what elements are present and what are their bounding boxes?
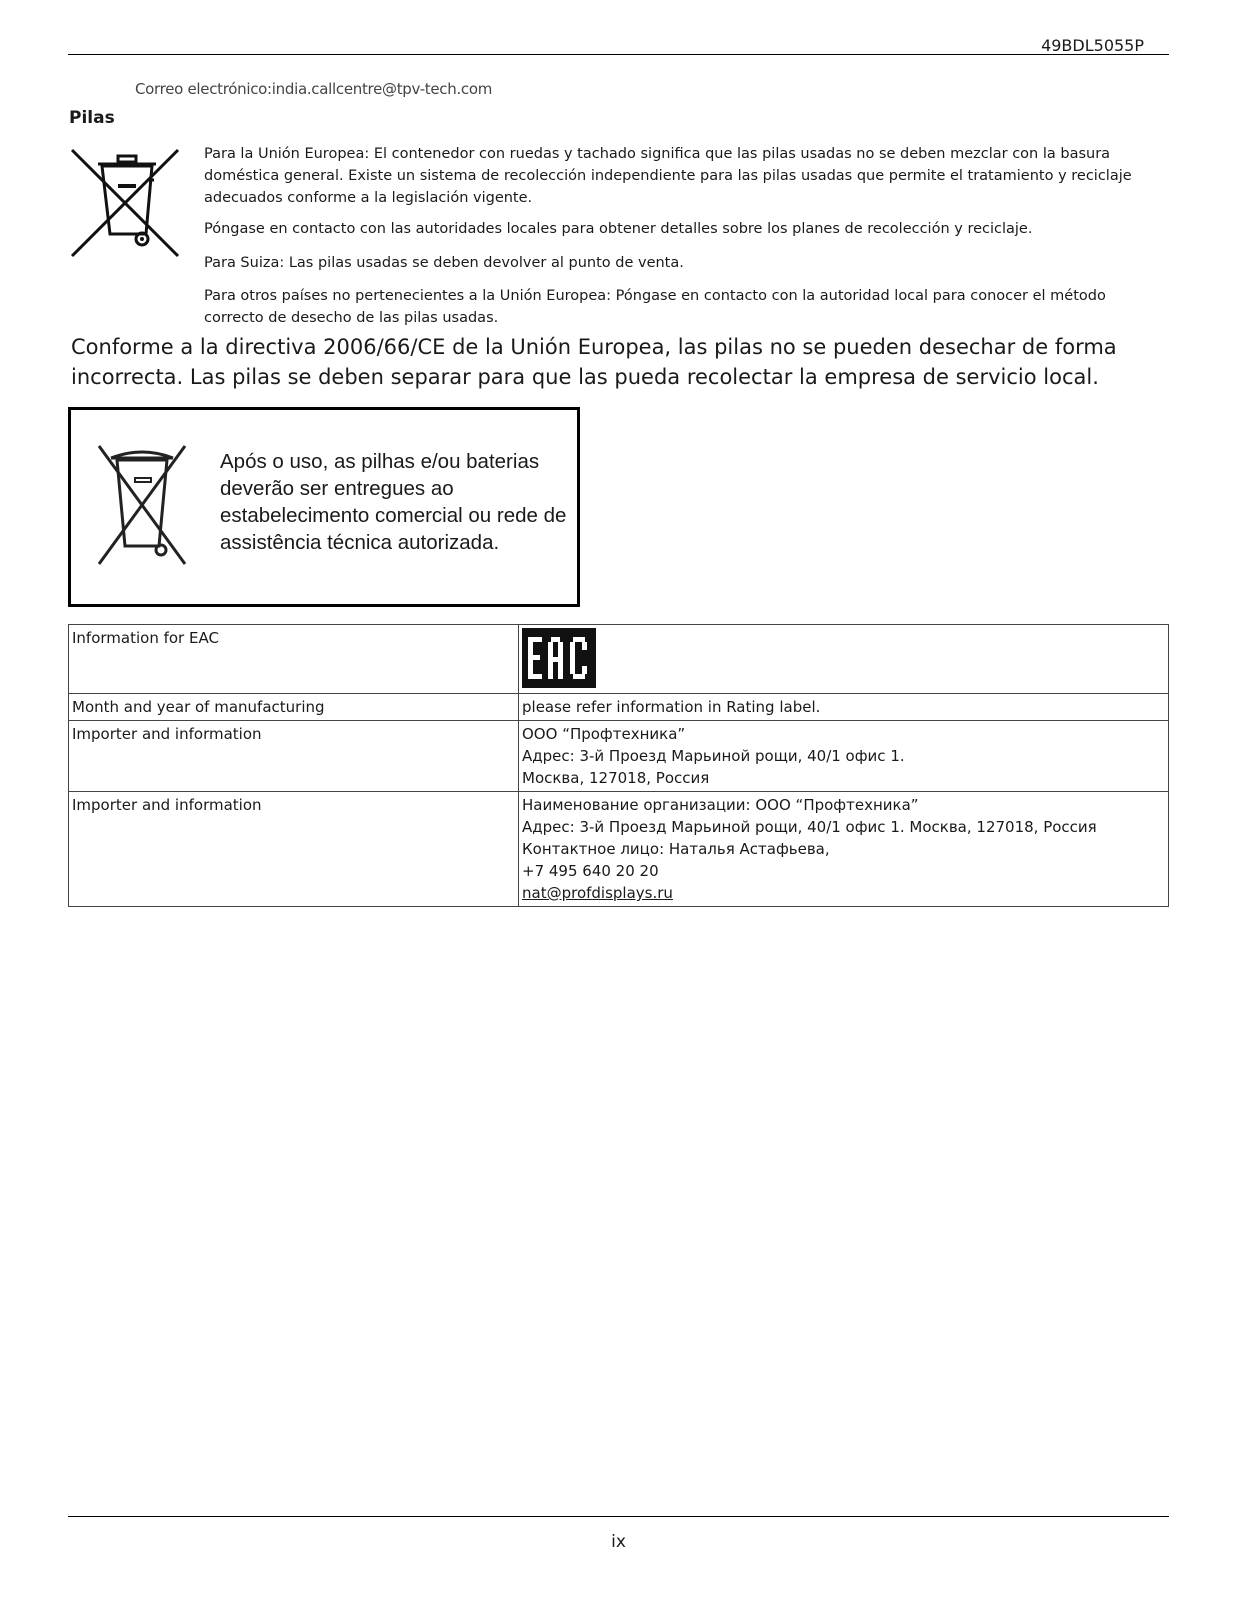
eac-info-table	[68, 624, 1169, 907]
table-row	[69, 625, 1169, 694]
value-line: ООО “Профтехника”	[522, 725, 686, 743]
value-line: Наименование организации: ООО “Профтехника”	[522, 796, 919, 814]
table-cell-label: Importer and information	[69, 792, 519, 907]
contact-email-line: Correo electrónico:india.callcentre@tpv-tech.com	[135, 80, 493, 98]
battery-paragraph-other: Para otros países no pertenecientes a la Unión Europea: Póngase en contacto con la autoridad local para conocer el método correcto de desecho de las pilas usadas.	[204, 288, 1106, 326]
value-line: +7 495 640 20 20	[522, 862, 659, 880]
section-title: Pilas	[69, 108, 115, 128]
battery-paragraph-eu: Para la Unión Europea: El contenedor con ruedas y tachado significa que las pilas usadas no se deben mezclar con la basura doméstica general. Existe un sistema de recolección independiente para las pilas usadas que permite el tratamiento y reciclaje adecuados conforme a la legislación vigente.	[204, 146, 1132, 206]
table-cell-label: Information for EAC	[69, 625, 519, 694]
directive-notice: Conforme a la directiva 2006/66/CE de la Unión Europea, las pilas no se pueden desechar de forma incorrecta. Las pilas se deben separar para que las pueda recolectar la empresa de servicio local.	[71, 335, 1117, 389]
header-rule	[68, 54, 1169, 55]
table-cell-label: Importer and information	[69, 721, 519, 792]
portuguese-battery-box	[68, 407, 580, 607]
table-row	[69, 694, 1169, 721]
model-number: 49BDL5055P	[1041, 36, 1144, 55]
contact-email-link[interactable]: nat@profdisplays.ru	[522, 884, 673, 902]
value-line: Контактное лицо: Наталья Астафьева,	[522, 840, 830, 858]
table-cell-value	[519, 694, 1169, 721]
battery-paragraph-switzerland: Para Suiza: Las pilas usadas se deben devolver al punto de venta.	[204, 255, 684, 271]
value-line: please refer information in Rating label.	[522, 698, 821, 716]
portuguese-battery-text: Após o uso, as pilhas e/ou baterias deverão ser entregues ao estabelecimento comercial ou rede de assistência técnica autorizada.	[220, 450, 567, 554]
table-cell-value	[519, 721, 1169, 792]
table-cell-value	[519, 625, 1169, 694]
crossed-bin-icon	[68, 146, 182, 260]
value-line: Москва, 127018, Россия	[522, 769, 710, 787]
table-row	[69, 721, 1169, 792]
footer-rule	[68, 1516, 1169, 1517]
eac-logo-icon	[522, 628, 596, 688]
table-cell-value	[519, 792, 1169, 907]
value-line: Адрес: 3-й Проезд Марьиной рощи, 40/1 офис 1.	[522, 747, 905, 765]
battery-paragraph-local: Póngase en contacto con las autoridades locales para obtener detalles sobre los planes de recolección y reciclaje.	[204, 221, 1033, 237]
page-number: ix	[611, 1532, 626, 1552]
table-cell-label: Month and year of manufacturing	[69, 694, 519, 721]
crossed-bin-icon	[97, 438, 187, 568]
table-row	[69, 792, 1169, 907]
value-line: Адрес: 3-й Проезд Марьиной рощи, 40/1 офис 1. Москва, 127018, Россия	[522, 818, 1097, 836]
